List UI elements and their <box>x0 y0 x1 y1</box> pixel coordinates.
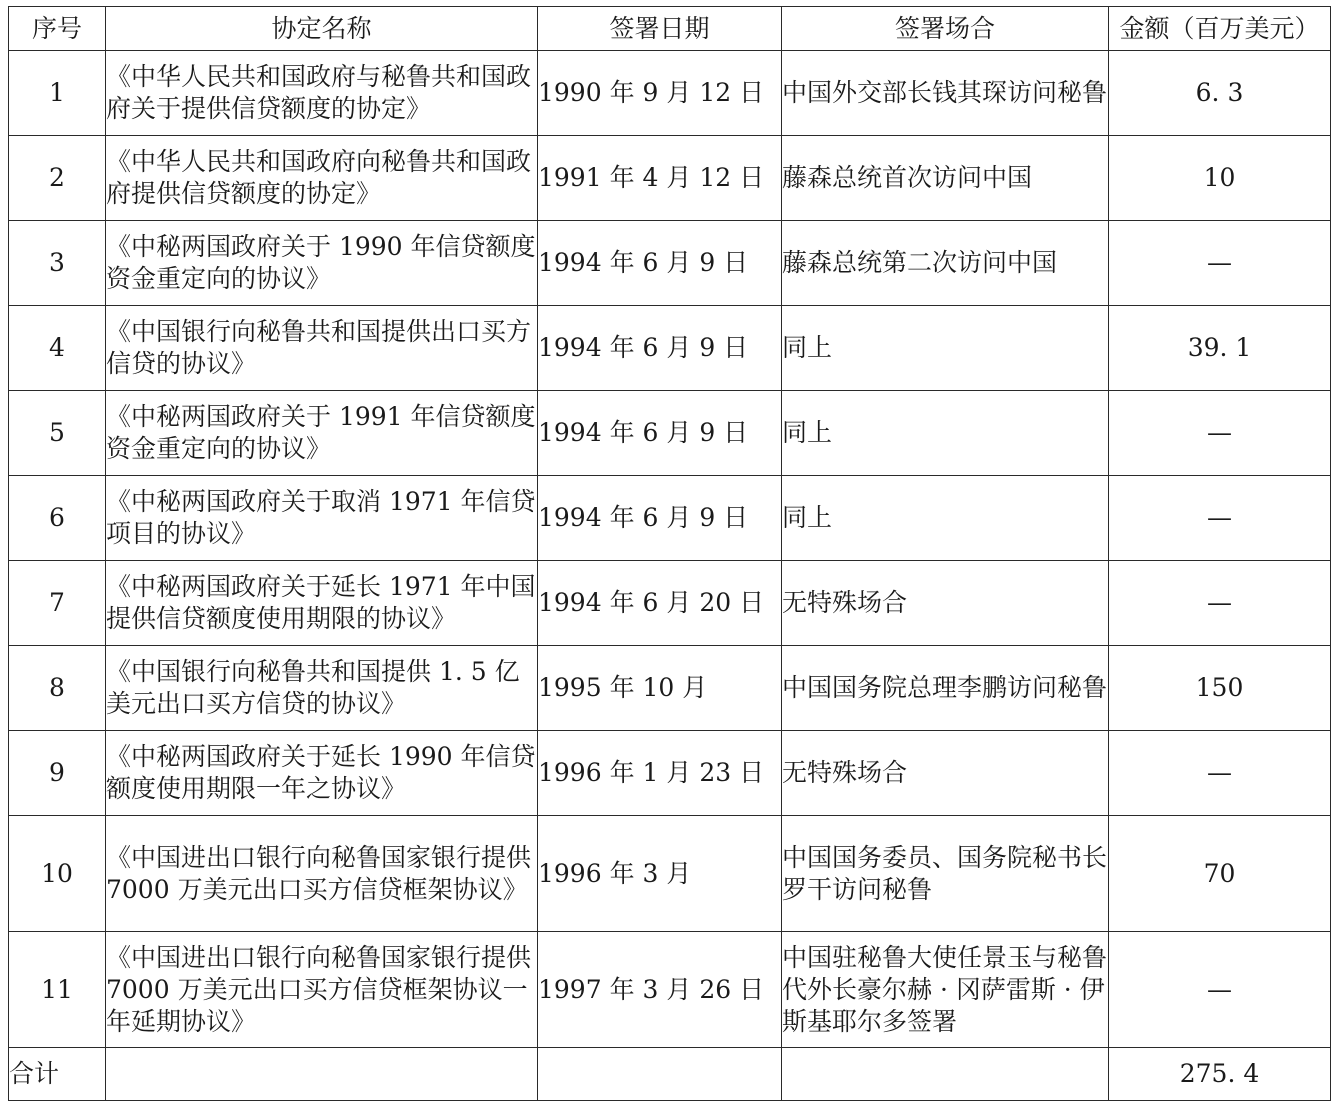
signing-occasion: 无特殊场合 <box>782 731 1109 816</box>
table-row <box>9 391 1331 476</box>
row-no: 3 <box>9 221 106 306</box>
total-amount: 275. 4 <box>1109 1048 1331 1101</box>
signing-date: 1995 年 10 月 <box>538 646 782 731</box>
header-no: 序号 <box>9 7 106 51</box>
agreements-table <box>8 6 1331 1101</box>
table-header <box>9 7 1331 51</box>
signing-occasion: 中国驻秘鲁大使任景玉与秘鲁代外长豪尔赫 · 冈萨雷斯 · 伊斯基耶尔多签署 <box>782 932 1109 1048</box>
signing-date: 1994 年 6 月 9 日 <box>538 221 782 306</box>
signing-occasion: 同上 <box>782 306 1109 391</box>
signing-date: 1994 年 6 月 9 日 <box>538 306 782 391</box>
table-row <box>9 646 1331 731</box>
table-row <box>9 932 1331 1048</box>
agreement-name: 《中秘两国政府关于取消 1971 年信贷项目的协议》 <box>106 476 538 561</box>
table-row <box>9 476 1331 561</box>
agreement-name: 《中华人民共和国政府与秘鲁共和国政府关于提供信贷额度的协定》 <box>106 51 538 136</box>
agreement-name: 《中秘两国政府关于延长 1971 年中国提供信贷额度使用期限的协议》 <box>106 561 538 646</box>
signing-date: 1990 年 9 月 12 日 <box>538 51 782 136</box>
amount: — <box>1109 391 1331 476</box>
amount: — <box>1109 932 1331 1048</box>
total-label: 合计 <box>9 1048 106 1101</box>
table-row <box>9 731 1331 816</box>
total-empty-cell <box>782 1048 1109 1101</box>
amount: — <box>1109 731 1331 816</box>
amount: — <box>1109 221 1331 306</box>
signing-date: 1996 年 1 月 23 日 <box>538 731 782 816</box>
row-no: 1 <box>9 51 106 136</box>
row-no: 10 <box>9 816 106 932</box>
amount: 39. 1 <box>1109 306 1331 391</box>
signing-date: 1991 年 4 月 12 日 <box>538 136 782 221</box>
amount: — <box>1109 476 1331 561</box>
table-row <box>9 306 1331 391</box>
amount: 6. 3 <box>1109 51 1331 136</box>
total-empty-cell <box>538 1048 782 1101</box>
agreement-name: 《中国银行向秘鲁共和国提供 1. 5 亿美元出口买方信贷的协议》 <box>106 646 538 731</box>
row-no: 5 <box>9 391 106 476</box>
agreement-name: 《中秘两国政府关于延长 1990 年信贷额度使用期限一年之协议》 <box>106 731 538 816</box>
table-row <box>9 816 1331 932</box>
signing-date: 1994 年 6 月 9 日 <box>538 476 782 561</box>
amount: — <box>1109 561 1331 646</box>
signing-occasion: 同上 <box>782 476 1109 561</box>
signing-occasion: 中国外交部长钱其琛访问秘鲁 <box>782 51 1109 136</box>
row-no: 4 <box>9 306 106 391</box>
signing-occasion: 中国国务院总理李鹏访问秘鲁 <box>782 646 1109 731</box>
row-no: 11 <box>9 932 106 1048</box>
signing-date: 1994 年 6 月 20 日 <box>538 561 782 646</box>
row-no: 9 <box>9 731 106 816</box>
header-name: 协定名称 <box>106 7 538 51</box>
row-no: 7 <box>9 561 106 646</box>
agreement-name: 《中国银行向秘鲁共和国提供出口买方信贷的协议》 <box>106 306 538 391</box>
agreement-name: 《中秘两国政府关于 1990 年信贷额度资金重定向的协议》 <box>106 221 538 306</box>
row-no: 6 <box>9 476 106 561</box>
signing-date: 1994 年 6 月 9 日 <box>538 391 782 476</box>
signing-occasion: 中国国务委员、国务院秘书长罗干访问秘鲁 <box>782 816 1109 932</box>
signing-occasion: 藤森总统第二次访问中国 <box>782 221 1109 306</box>
amount: 10 <box>1109 136 1331 221</box>
header-occasion: 签署场合 <box>782 7 1109 51</box>
signing-occasion: 同上 <box>782 391 1109 476</box>
total-empty-cell <box>106 1048 538 1101</box>
total-row <box>9 1048 1331 1101</box>
header-row <box>9 7 1331 51</box>
signing-occasion: 无特殊场合 <box>782 561 1109 646</box>
header-date: 签署日期 <box>538 7 782 51</box>
amount: 150 <box>1109 646 1331 731</box>
signing-date: 1997 年 3 月 26 日 <box>538 932 782 1048</box>
row-no: 2 <box>9 136 106 221</box>
header-amount: 金额（百万美元） <box>1109 7 1331 51</box>
table-row <box>9 561 1331 646</box>
table-row <box>9 221 1331 306</box>
table-row <box>9 51 1331 136</box>
row-no: 8 <box>9 646 106 731</box>
signing-occasion: 藤森总统首次访问中国 <box>782 136 1109 221</box>
agreement-name: 《中华人民共和国政府向秘鲁共和国政府提供信贷额度的协定》 <box>106 136 538 221</box>
amount: 70 <box>1109 816 1331 932</box>
signing-date: 1996 年 3 月 <box>538 816 782 932</box>
agreement-name: 《中国进出口银行向秘鲁国家银行提供 7000 万美元出口买方信贷框架协议一年延期协议》 <box>106 932 538 1048</box>
table-row <box>9 136 1331 221</box>
table-body <box>9 51 1331 1101</box>
agreement-name: 《中秘两国政府关于 1991 年信贷额度资金重定向的协议》 <box>106 391 538 476</box>
agreement-name: 《中国进出口银行向秘鲁国家银行提供 7000 万美元出口买方信贷框架协议》 <box>106 816 538 932</box>
